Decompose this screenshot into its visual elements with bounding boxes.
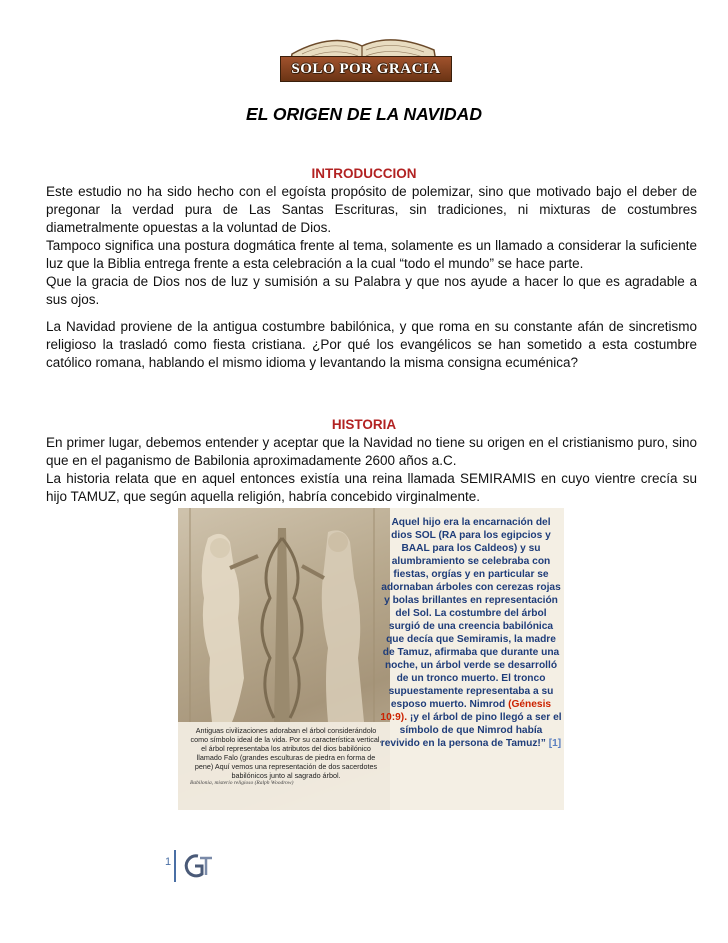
intro-paragraphs xyxy=(46,183,697,309)
intro-paragraph-2: Tampoco significa una postura dogmática frente al tema, solamente es un llamado a considerar la suficiente luz que la Biblia entrega frente a esta celebración a la cual “todo el mundo” se hace parte. xyxy=(46,238,697,271)
stone-relief-image xyxy=(178,508,390,810)
footer-logo-icon xyxy=(182,853,216,879)
footnote-reference: [1] xyxy=(548,738,562,749)
section-heading-introduccion: INTRODUCCION xyxy=(311,166,417,181)
page-number: 1 xyxy=(165,856,172,868)
section-heading-historia: HISTORIA xyxy=(331,417,397,432)
side-text-main: Aquel hijo era la encarnación del dios SOL (RA para los egipcios y BAAL para los Caldeos) y su alumbramiento se celebraba con fiestas, orgías y en particular se adornaban árboles con cerezas rojas y bolas brillantes en representación del Sol. La costumbre del árbol surgió de una creencia babilónica que decía que Semiramis, la madre de Tamuz, afirmaba que durante una noche, un árbol verde se desarrolló de un tronco muerto. El tronco supuestamente representaba a su esposo muerto. Nimrod xyxy=(381,517,561,710)
image-caption-source: Babilonia, misterio religioso (Ralph Woodrow) xyxy=(190,780,294,786)
image-caption-box xyxy=(178,722,390,810)
intro-paragraph-3: Que la gracia de Dios nos de luz y sumisión a su Palabra y que nos ayude a hacer lo que es agradable a sus ojos. xyxy=(46,274,697,307)
page-title: EL ORIGEN DE LA NAVIDAD xyxy=(246,104,482,124)
logo-text: SOLO POR GRACIA xyxy=(280,56,452,82)
image-caption: Antiguas civilizaciones adoraban el árbol considerándolo como símbolo ideal de la vida. Por su característica vertical, el árbol representaba los atributos del dios babilónico llamado Falo (grandes esculturas de piedra en forma de pene) Aquí vemos una representación de dos sacerdotes babilónicos junto al sagrado árbol. xyxy=(190,726,382,780)
historia-paragraph-1: En primer lugar, debemos entender y aceptar que la Navidad no tiene su origen en el cristianismo puro, sino que en el paganismo de Babilonia aproximadamente 2600 años a.C. xyxy=(46,435,697,468)
footer-divider xyxy=(174,850,176,882)
historia-paragraphs xyxy=(46,434,697,506)
side-text-end: ¡y el árbol de pino llegó a ser el símbolo de que Nimrod había revivido en la persona de Tamuz!” xyxy=(380,712,562,749)
image-side-text xyxy=(380,516,562,750)
intro-paragraph-4 xyxy=(46,318,697,372)
historia-paragraph-2: La historia relata que en aquel entonces existía una reina llamada SEMIRAMIS en cuyo vientre crecía su hijo TAMUZ, que según aquella religión, habría concebido virginalmente. xyxy=(46,471,697,504)
genesis-reference: (Génesis 10:9). xyxy=(380,699,552,723)
solo-por-gracia-logo xyxy=(262,28,462,96)
intro-paragraph-4-text: La Navidad proviene de la antigua costumbre babilónica, y que roma en su constante afán de sincretismo religioso la trasladó como fiesta cristiana. ¿Por qué los evangélicos se han sometido a esta costumbre católico romana, hablando el mismo idioma y levantando la misma consigna ecuménica? xyxy=(46,319,697,370)
intro-paragraph-1: Este estudio no ha sido hecho con el egoísta propósito de polemizar, sino que motivado bajo el deber de pregonar la verdad pura de Las Santas Escrituras, sin tradiciones, ni mixturas de costumbres diametralmente opuestas a la voluntad de Dios. xyxy=(46,184,697,235)
babylonian-tree-image xyxy=(178,508,564,810)
